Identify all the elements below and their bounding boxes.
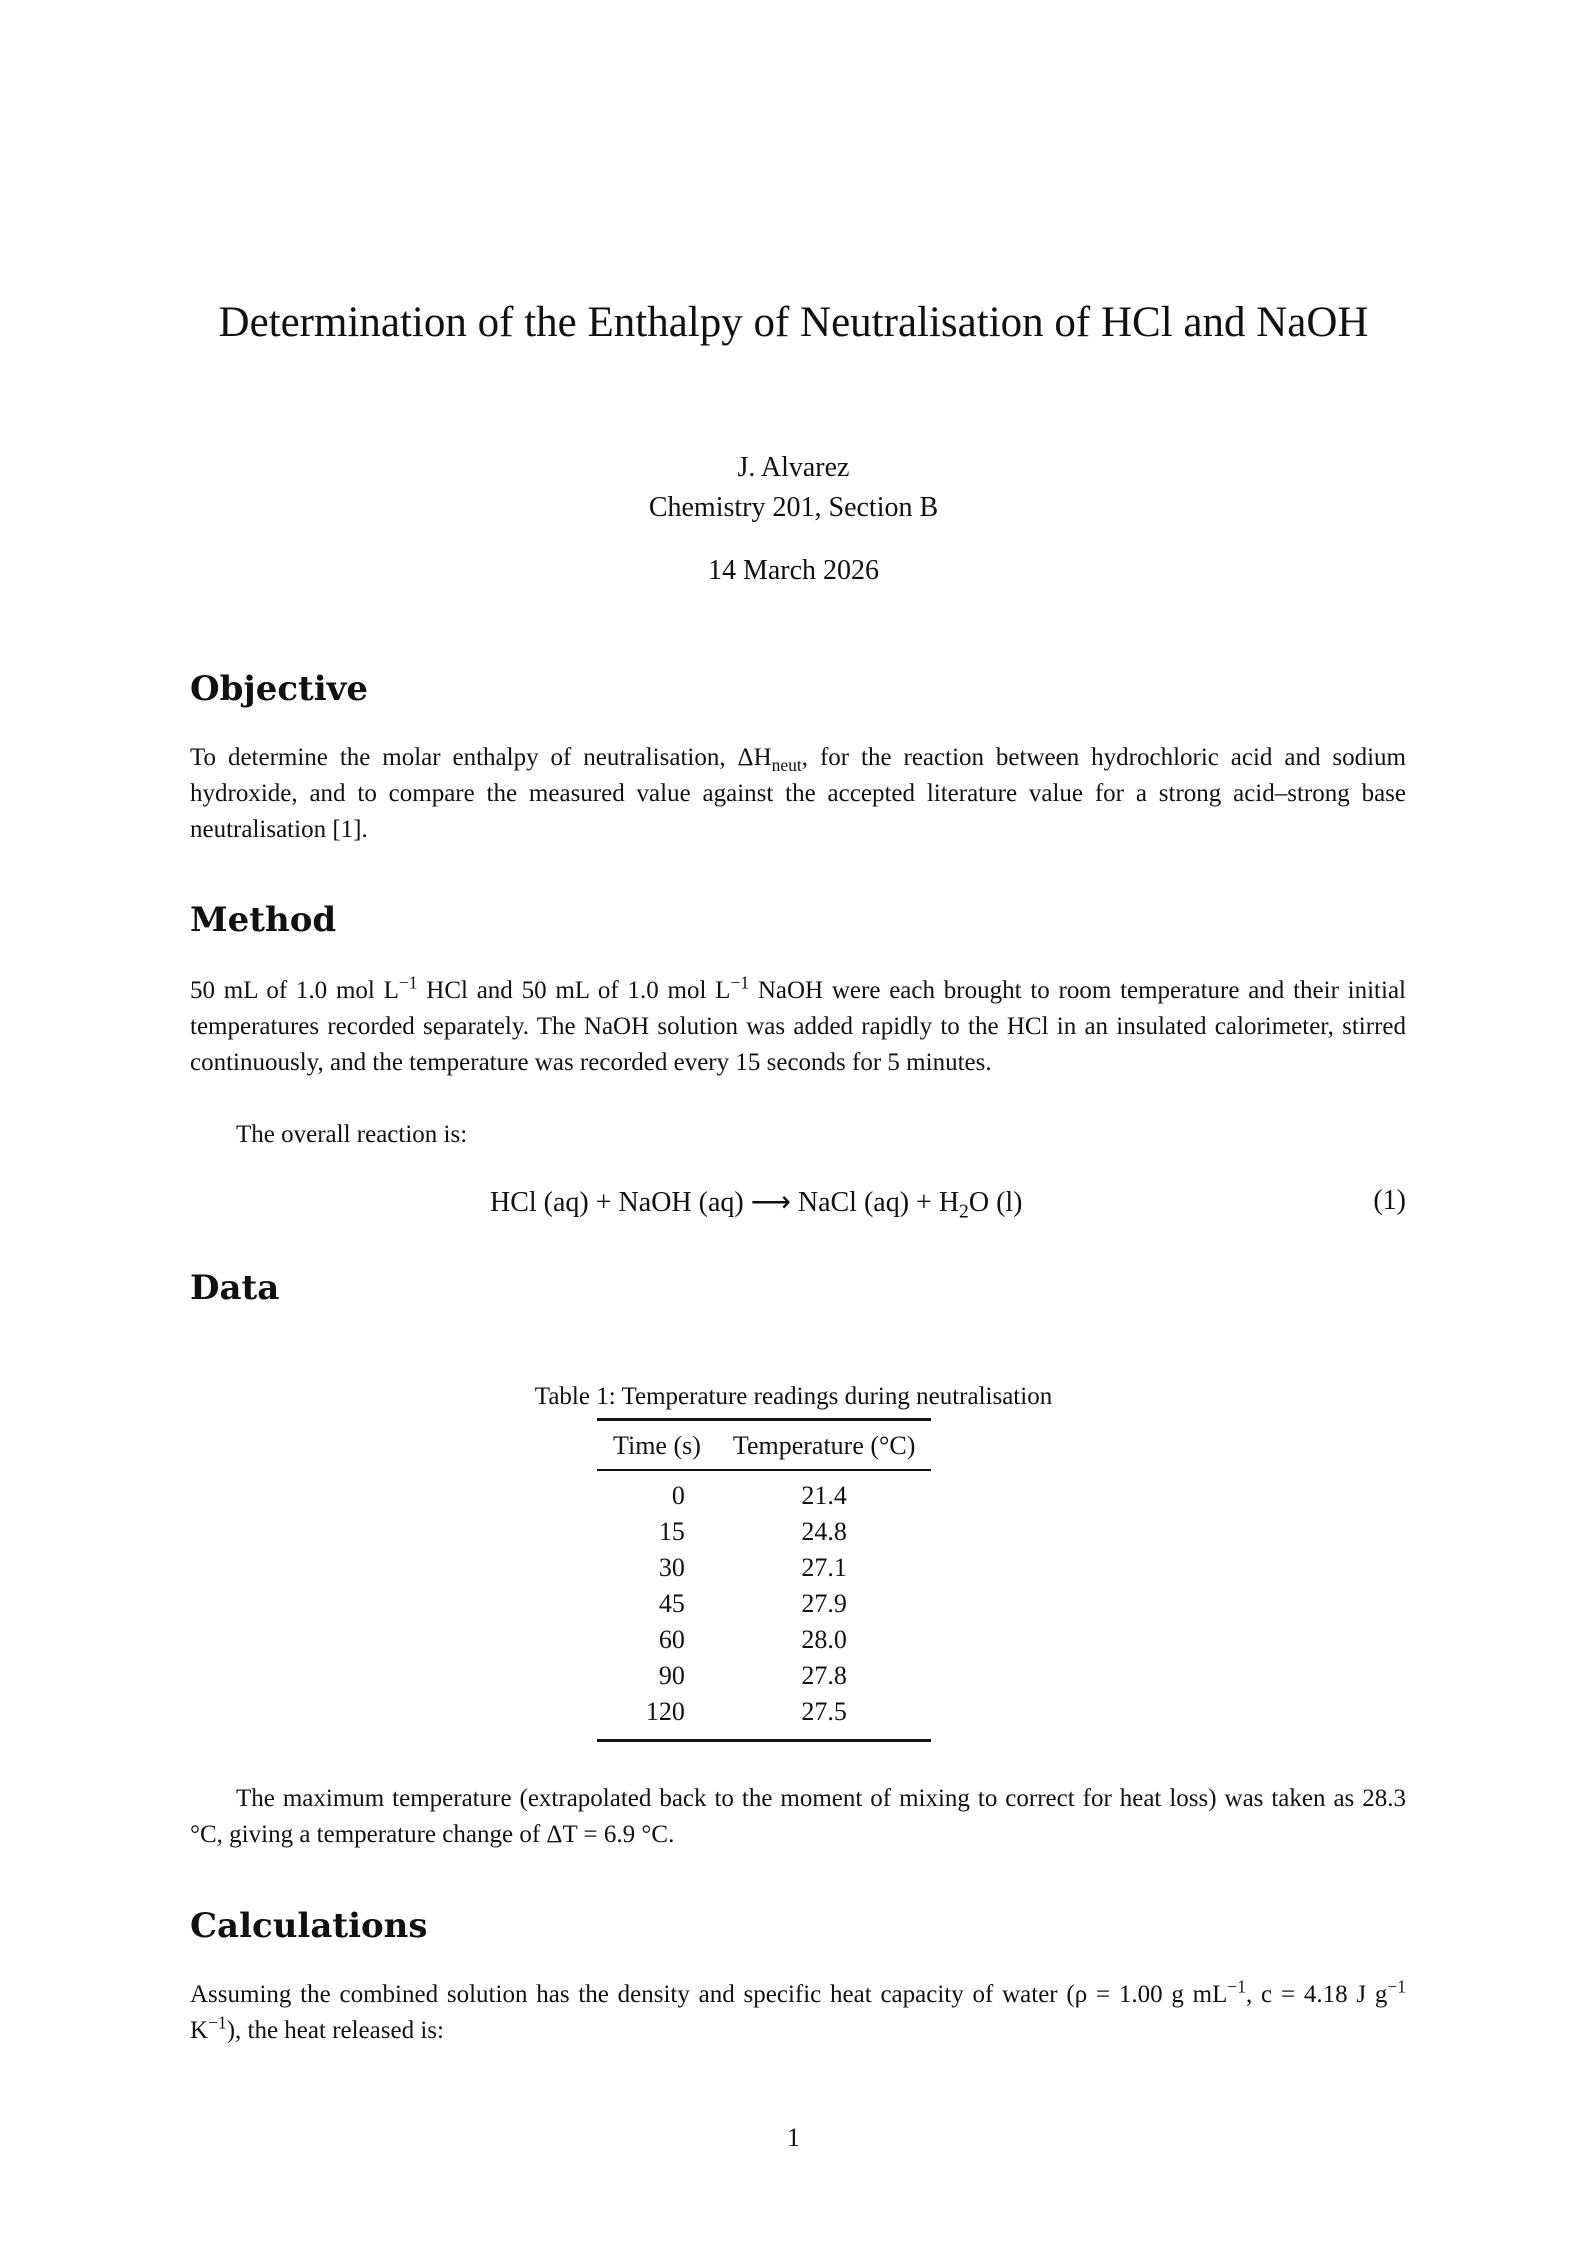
calc-sup-1: −1: [1227, 1976, 1247, 1997]
author-block: [0, 448, 1587, 528]
method-sup-1: −1: [398, 972, 418, 993]
table-row: [597, 1514, 931, 1550]
temperature-cell: 27.8: [801, 1661, 847, 1690]
calc-text-a: Assuming the combined solution has the density and specific heat capacity of water (ρ = 1.00 g mL: [190, 1981, 1228, 2008]
equation-text-a: HCl (aq) + NaOH (aq) ⟶ NaCl (aq) + H: [490, 1187, 960, 1218]
temperature-cell: 28.0: [801, 1625, 847, 1654]
method-paragraph-2: The overall reaction is:: [236, 1121, 468, 1148]
table-header-row: [597, 1420, 931, 1471]
time-cell: 45: [658, 1589, 685, 1618]
temperature-table: [597, 1418, 931, 1742]
temperature-cell: 27.9: [801, 1589, 847, 1618]
temperature-cell: 24.8: [801, 1517, 847, 1546]
objective-paragraph: [190, 740, 1406, 848]
table-row: [597, 1694, 931, 1741]
course-name: Chemistry 201, Section B: [648, 492, 939, 523]
equation-number: (1): [1373, 1185, 1406, 1216]
table-row: [597, 1550, 931, 1586]
time-cell: 15: [658, 1517, 685, 1546]
table-row: [597, 1622, 931, 1658]
calc-text-d: ), the heat released is:: [226, 2017, 444, 2044]
data-heading: Data: [190, 1268, 280, 1308]
time-cell: 120: [597, 1694, 717, 1741]
column-header-time: Time (s): [597, 1420, 717, 1471]
paper-date: 14 March 2026: [707, 555, 880, 586]
temperature-cell: 27.5: [717, 1694, 932, 1741]
temperature-cell: 21.4: [801, 1481, 847, 1510]
objective-text-a: To determine the molar enthalpy of neutralisation, ΔH: [190, 744, 772, 771]
paper-title: Determination of the Enthalpy of Neutralisation of HCl and NaOH: [218, 299, 1369, 346]
objective-text-b: , for the reaction between hydrochloric acid and sodium hydroxide, and to compare the measured value against the accepted literature value for a strong acid–strong base neutralisation [1].: [190, 744, 1406, 843]
calculations-paragraph: [190, 1977, 1406, 2049]
method-text-b: HCl and 50 mL of 1.0 mol L: [417, 977, 731, 1004]
method-text-a: 50 mL of 1.0 mol L: [190, 977, 399, 1004]
equation-subscript: 2: [959, 1201, 969, 1223]
data-paragraph: The maximum temperature (extrapolated back to the moment of mixing to correct for heat loss) was taken as 28.3 °C, giving a temperature change of ΔT = 6.9 °C.: [190, 1785, 1406, 1848]
objective-heading: Objective: [190, 669, 369, 709]
table-row: [597, 1658, 931, 1694]
page-number: 1: [787, 2123, 800, 2152]
calc-sup-2: −1: [1387, 1976, 1406, 1997]
method-paragraph: [190, 973, 1406, 1081]
author-name: J. Alvarez: [737, 452, 850, 483]
equation-text-b: O (l): [968, 1187, 1023, 1218]
calc-sup-3: −1: [208, 2012, 227, 2033]
column-header-temperature: Temperature (°C): [717, 1420, 932, 1471]
method-heading: Method: [190, 900, 337, 940]
objective-subscript: neut: [771, 755, 802, 775]
time-cell: 30: [658, 1553, 685, 1582]
method-text-c: NaOH were each brought to room temperature and their initial temperatures recorded separately. The NaOH solution was added rapidly to the HCl in an insulated calorimeter, stirred continuously, and the temperature was recorded every 15 seconds for 5 minutes.: [190, 977, 1406, 1076]
table-row: [597, 1470, 931, 1514]
equation-body: [490, 1185, 1023, 1223]
temperature-cell: 27.1: [801, 1553, 847, 1582]
calc-text-c: K: [190, 2017, 209, 2044]
table-caption: Table 1: Temperature readings during neutralisation: [534, 1383, 1053, 1410]
calculations-heading: Calculations: [190, 1906, 428, 1946]
time-cell: 90: [658, 1661, 685, 1690]
calc-text-b: , c = 4.18 J g: [1246, 1981, 1388, 2008]
table-row: [597, 1586, 931, 1622]
time-cell: 60: [658, 1625, 685, 1654]
method-sup-2: −1: [730, 972, 750, 993]
time-cell: 0: [671, 1481, 685, 1510]
